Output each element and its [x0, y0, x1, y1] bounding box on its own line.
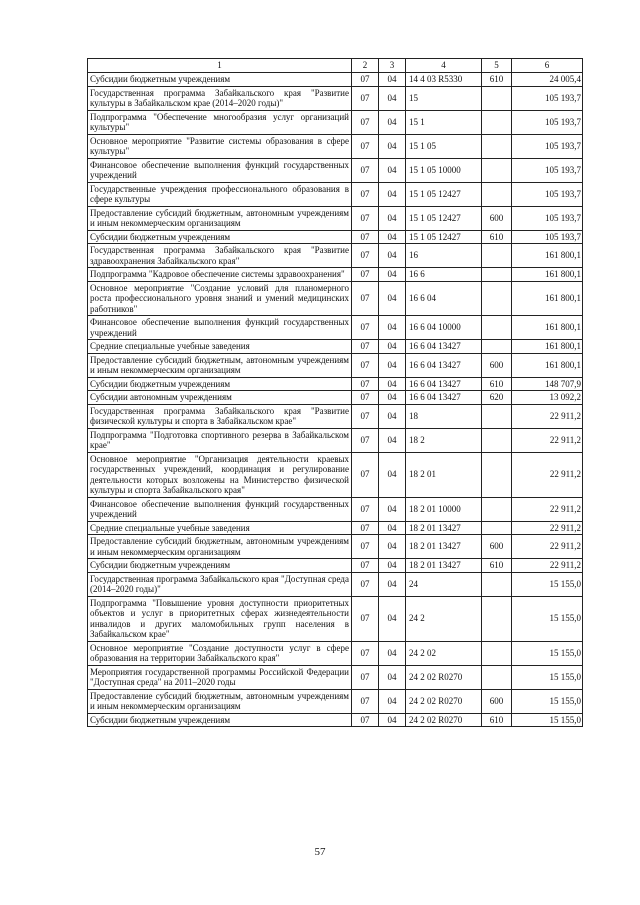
row-name: Государственная программа Забайкальского края "Доступная среда (2014–2020 годы)" — [88, 572, 352, 596]
row-section: 07 — [352, 158, 379, 182]
table-header-row — [88, 59, 583, 73]
row-section: 07 — [352, 641, 379, 665]
row-expense-type — [482, 497, 512, 521]
row-subsection: 04 — [379, 559, 406, 573]
row-amount: 161 800,1 — [512, 353, 583, 377]
row-amount: 15 155,0 — [512, 665, 583, 689]
table-row — [88, 353, 583, 377]
row-subsection: 04 — [379, 182, 406, 206]
row-section: 07 — [352, 559, 379, 573]
row-amount: 105 193,7 — [512, 206, 583, 230]
row-section: 07 — [352, 340, 379, 354]
page-number: 57 — [314, 846, 326, 858]
row-amount: 161 800,1 — [512, 268, 583, 282]
row-expense-type — [482, 158, 512, 182]
row-target-article: 24 2 02 R0270 — [406, 713, 482, 727]
row-subsection: 04 — [379, 134, 406, 158]
row-section: 07 — [352, 428, 379, 452]
row-section: 07 — [352, 281, 379, 316]
row-name: Подпрограмма "Повышение уровня доступности приоритетных объектов и услуг в приоритетных сферах жизнедеятельности инвалидов и других маломобильных групп населения в Забайкальском крае" — [88, 596, 352, 641]
header-col-1: 1 — [88, 59, 352, 73]
row-expense-type — [482, 268, 512, 282]
row-section: 07 — [352, 353, 379, 377]
row-expense-type: 600 — [482, 206, 512, 230]
row-amount: 15 155,0 — [512, 596, 583, 641]
row-section: 07 — [352, 73, 379, 87]
row-expense-type — [482, 340, 512, 354]
row-target-article: 14 4 03 R5330 — [406, 73, 482, 87]
row-target-article: 16 6 04 13427 — [406, 353, 482, 377]
table-row — [88, 689, 583, 713]
row-subsection: 04 — [379, 158, 406, 182]
row-amount: 148 707,9 — [512, 377, 583, 391]
row-target-article: 15 1 — [406, 110, 482, 134]
row-subsection: 04 — [379, 404, 406, 428]
row-subsection: 04 — [379, 353, 406, 377]
row-target-article: 16 6 04 10000 — [406, 316, 482, 340]
row-subsection: 04 — [379, 377, 406, 391]
row-expense-type: 610 — [482, 559, 512, 573]
table-row — [88, 428, 583, 452]
row-section: 07 — [352, 452, 379, 497]
table-body — [88, 73, 583, 727]
row-subsection: 04 — [379, 110, 406, 134]
row-subsection: 04 — [379, 230, 406, 244]
row-name: Подпрограмма "Кадровое обеспечение системы здравоохранения" — [88, 268, 352, 282]
row-amount: 161 800,1 — [512, 281, 583, 316]
row-name: Субсидии бюджетным учреждениям — [88, 230, 352, 244]
row-target-article: 15 1 05 12427 — [406, 230, 482, 244]
table-row — [88, 73, 583, 87]
row-name: Предоставление субсидий бюджетным, автономным учреждениям и иным некоммерческим организациям — [88, 689, 352, 713]
table-row — [88, 665, 583, 689]
row-amount: 105 193,7 — [512, 134, 583, 158]
row-expense-type — [482, 665, 512, 689]
row-name: Предоставление субсидий бюджетным, автономным учреждениям и иным некоммерческим организациям — [88, 353, 352, 377]
row-subsection: 04 — [379, 73, 406, 87]
row-name: Финансовое обеспечение выполнения функций государственных учреждений — [88, 497, 352, 521]
row-target-article: 18 2 01 — [406, 452, 482, 497]
row-amount: 22 911,2 — [512, 559, 583, 573]
row-section: 07 — [352, 391, 379, 405]
table-row — [88, 377, 583, 391]
row-subsection: 04 — [379, 713, 406, 727]
row-subsection: 04 — [379, 391, 406, 405]
row-name: Государственная программа Забайкальского края "Развитие культуры в Забайкальском крае (2014–2020 годы)" — [88, 86, 352, 110]
row-subsection: 04 — [379, 535, 406, 559]
row-target-article: 18 — [406, 404, 482, 428]
row-expense-type — [482, 182, 512, 206]
table-row — [88, 134, 583, 158]
header-col-6: 6 — [512, 59, 583, 73]
row-expense-type — [482, 281, 512, 316]
row-section: 07 — [352, 404, 379, 428]
table-row — [88, 340, 583, 354]
row-target-article: 18 2 01 13427 — [406, 559, 482, 573]
row-amount: 161 800,1 — [512, 316, 583, 340]
row-expense-type — [482, 404, 512, 428]
row-expense-type — [482, 86, 512, 110]
row-target-article: 16 6 04 13427 — [406, 391, 482, 405]
row-target-article: 18 2 01 13427 — [406, 521, 482, 535]
budget-table-container — [87, 58, 582, 727]
row-subsection: 04 — [379, 428, 406, 452]
row-subsection: 04 — [379, 452, 406, 497]
row-section: 07 — [352, 713, 379, 727]
row-section: 07 — [352, 497, 379, 521]
row-target-article: 15 1 05 — [406, 134, 482, 158]
row-expense-type — [482, 452, 512, 497]
header-col-5: 5 — [482, 59, 512, 73]
table-row — [88, 316, 583, 340]
row-name: Субсидии бюджетным учреждениям — [88, 73, 352, 87]
row-name: Подпрограмма "Обеспечение многообразия услуг организаций культуры" — [88, 110, 352, 134]
row-subsection: 04 — [379, 572, 406, 596]
row-expense-type — [482, 428, 512, 452]
row-section: 07 — [352, 316, 379, 340]
row-name: Финансовое обеспечение выполнения функций государственных учреждений — [88, 316, 352, 340]
row-target-article: 24 2 02 R0270 — [406, 665, 482, 689]
row-name: Мероприятия государственной программы Российской Федерации "Доступная среда" на 2011–2020 годы — [88, 665, 352, 689]
table-row — [88, 230, 583, 244]
row-section: 07 — [352, 206, 379, 230]
row-section: 07 — [352, 377, 379, 391]
row-name: Субсидии бюджетным учреждениям — [88, 559, 352, 573]
table-row — [88, 182, 583, 206]
row-amount: 22 911,2 — [512, 428, 583, 452]
row-amount: 24 005,4 — [512, 73, 583, 87]
row-amount: 22 911,2 — [512, 497, 583, 521]
row-amount: 105 193,7 — [512, 182, 583, 206]
row-target-article: 24 2 02 — [406, 641, 482, 665]
row-subsection: 04 — [379, 206, 406, 230]
row-name: Средние специальные учебные заведения — [88, 340, 352, 354]
row-target-article: 24 2 02 R0270 — [406, 689, 482, 713]
row-amount: 22 911,2 — [512, 452, 583, 497]
row-expense-type — [482, 110, 512, 134]
row-amount: 105 193,7 — [512, 230, 583, 244]
table-row — [88, 281, 583, 316]
table-row — [88, 404, 583, 428]
row-name: Субсидии бюджетным учреждениям — [88, 713, 352, 727]
row-section: 07 — [352, 596, 379, 641]
row-expense-type: 610 — [482, 713, 512, 727]
row-subsection: 04 — [379, 316, 406, 340]
table-row — [88, 158, 583, 182]
row-target-article: 16 6 04 13427 — [406, 377, 482, 391]
row-target-article: 18 2 01 10000 — [406, 497, 482, 521]
row-subsection: 04 — [379, 497, 406, 521]
row-subsection: 04 — [379, 665, 406, 689]
row-target-article: 16 — [406, 244, 482, 268]
header-col-2: 2 — [352, 59, 379, 73]
row-name: Средние специальные учебные заведения — [88, 521, 352, 535]
row-section: 07 — [352, 535, 379, 559]
row-subsection: 04 — [379, 641, 406, 665]
table-row — [88, 713, 583, 727]
table-row — [88, 521, 583, 535]
row-name: Предоставление субсидий бюджетным, автономным учреждениям и иным некоммерческим организациям — [88, 535, 352, 559]
row-name: Государственные учреждения профессионального образования в сфере культуры — [88, 182, 352, 206]
row-section: 07 — [352, 110, 379, 134]
table-row — [88, 641, 583, 665]
row-expense-type — [482, 244, 512, 268]
row-target-article: 15 1 05 12427 — [406, 182, 482, 206]
row-section: 07 — [352, 86, 379, 110]
table-row — [88, 110, 583, 134]
table-row — [88, 391, 583, 405]
table-row — [88, 244, 583, 268]
row-expense-type: 610 — [482, 377, 512, 391]
row-name: Государственная программа Забайкальского края "Развитие здравоохранения Забайкальского края" — [88, 244, 352, 268]
row-section: 07 — [352, 268, 379, 282]
row-expense-type: 620 — [482, 391, 512, 405]
row-section: 07 — [352, 521, 379, 535]
row-amount: 15 155,0 — [512, 713, 583, 727]
row-subsection: 04 — [379, 521, 406, 535]
row-target-article: 18 2 — [406, 428, 482, 452]
row-subsection: 04 — [379, 689, 406, 713]
row-amount: 13 092,2 — [512, 391, 583, 405]
row-expense-type: 600 — [482, 353, 512, 377]
row-amount: 22 911,2 — [512, 404, 583, 428]
row-target-article: 24 2 — [406, 596, 482, 641]
row-name: Предоставление субсидий бюджетным, автономным учреждениям и иным некоммерческим организациям — [88, 206, 352, 230]
row-section: 07 — [352, 230, 379, 244]
row-section: 07 — [352, 665, 379, 689]
row-amount: 22 911,2 — [512, 521, 583, 535]
row-expense-type — [482, 521, 512, 535]
row-amount: 105 193,7 — [512, 86, 583, 110]
row-target-article: 24 — [406, 572, 482, 596]
row-target-article: 16 6 04 — [406, 281, 482, 316]
row-name: Финансовое обеспечение выполнения функций государственных учреждений — [88, 158, 352, 182]
row-name: Государственная программа Забайкальского края "Развитие физической культуры и спорта в Забайкальском крае" — [88, 404, 352, 428]
row-expense-type — [482, 134, 512, 158]
row-name: Основное мероприятие "Развитие системы образования в сфере культуры" — [88, 134, 352, 158]
table-row — [88, 596, 583, 641]
row-target-article: 15 — [406, 86, 482, 110]
row-subsection: 04 — [379, 86, 406, 110]
row-amount: 105 193,7 — [512, 110, 583, 134]
row-amount: 105 193,7 — [512, 158, 583, 182]
row-amount: 15 155,0 — [512, 572, 583, 596]
row-target-article: 18 2 01 13427 — [406, 535, 482, 559]
row-amount: 161 800,1 — [512, 340, 583, 354]
row-target-article: 15 1 05 12427 — [406, 206, 482, 230]
row-expense-type: 600 — [482, 689, 512, 713]
row-name: Основное мероприятие "Создание доступности услуг в сфере образования на территории Забайкальского края" — [88, 641, 352, 665]
table-row — [88, 268, 583, 282]
table-row — [88, 497, 583, 521]
row-expense-type — [482, 572, 512, 596]
row-expense-type: 600 — [482, 535, 512, 559]
row-subsection: 04 — [379, 268, 406, 282]
row-amount: 15 155,0 — [512, 641, 583, 665]
header-col-3: 3 — [379, 59, 406, 73]
row-name: Субсидии бюджетным учреждениям — [88, 377, 352, 391]
row-section: 07 — [352, 689, 379, 713]
row-section: 07 — [352, 572, 379, 596]
row-amount: 15 155,0 — [512, 689, 583, 713]
table-row — [88, 559, 583, 573]
row-name: Основное мероприятие "Организация деятельности краевых государственных учреждений, координация и регулирование деятельности которых возложены на Министерство физической культуры и спорта Забайкальского края" — [88, 452, 352, 497]
row-target-article: 16 6 04 13427 — [406, 340, 482, 354]
row-section: 07 — [352, 182, 379, 206]
row-expense-type — [482, 596, 512, 641]
header-col-4: 4 — [406, 59, 482, 73]
row-amount: 22 911,2 — [512, 535, 583, 559]
row-section: 07 — [352, 134, 379, 158]
row-expense-type — [482, 316, 512, 340]
table-row — [88, 572, 583, 596]
row-target-article: 15 1 05 10000 — [406, 158, 482, 182]
budget-table — [87, 58, 583, 727]
row-expense-type — [482, 641, 512, 665]
row-expense-type: 610 — [482, 73, 512, 87]
table-row — [88, 206, 583, 230]
row-name: Основное мероприятие "Создание условий для планомерного роста профессионального уровня знаний и умений медицинских работников" — [88, 281, 352, 316]
row-section: 07 — [352, 244, 379, 268]
row-subsection: 04 — [379, 244, 406, 268]
row-subsection: 04 — [379, 340, 406, 354]
row-expense-type: 610 — [482, 230, 512, 244]
row-amount: 161 800,1 — [512, 244, 583, 268]
row-subsection: 04 — [379, 281, 406, 316]
row-name: Подпрограмма "Подготовка спортивного резерва в Забайкальском крае" — [88, 428, 352, 452]
table-row — [88, 452, 583, 497]
table-row — [88, 86, 583, 110]
row-target-article: 16 6 — [406, 268, 482, 282]
row-name: Субсидии автономным учреждениям — [88, 391, 352, 405]
table-row — [88, 535, 583, 559]
row-subsection: 04 — [379, 596, 406, 641]
